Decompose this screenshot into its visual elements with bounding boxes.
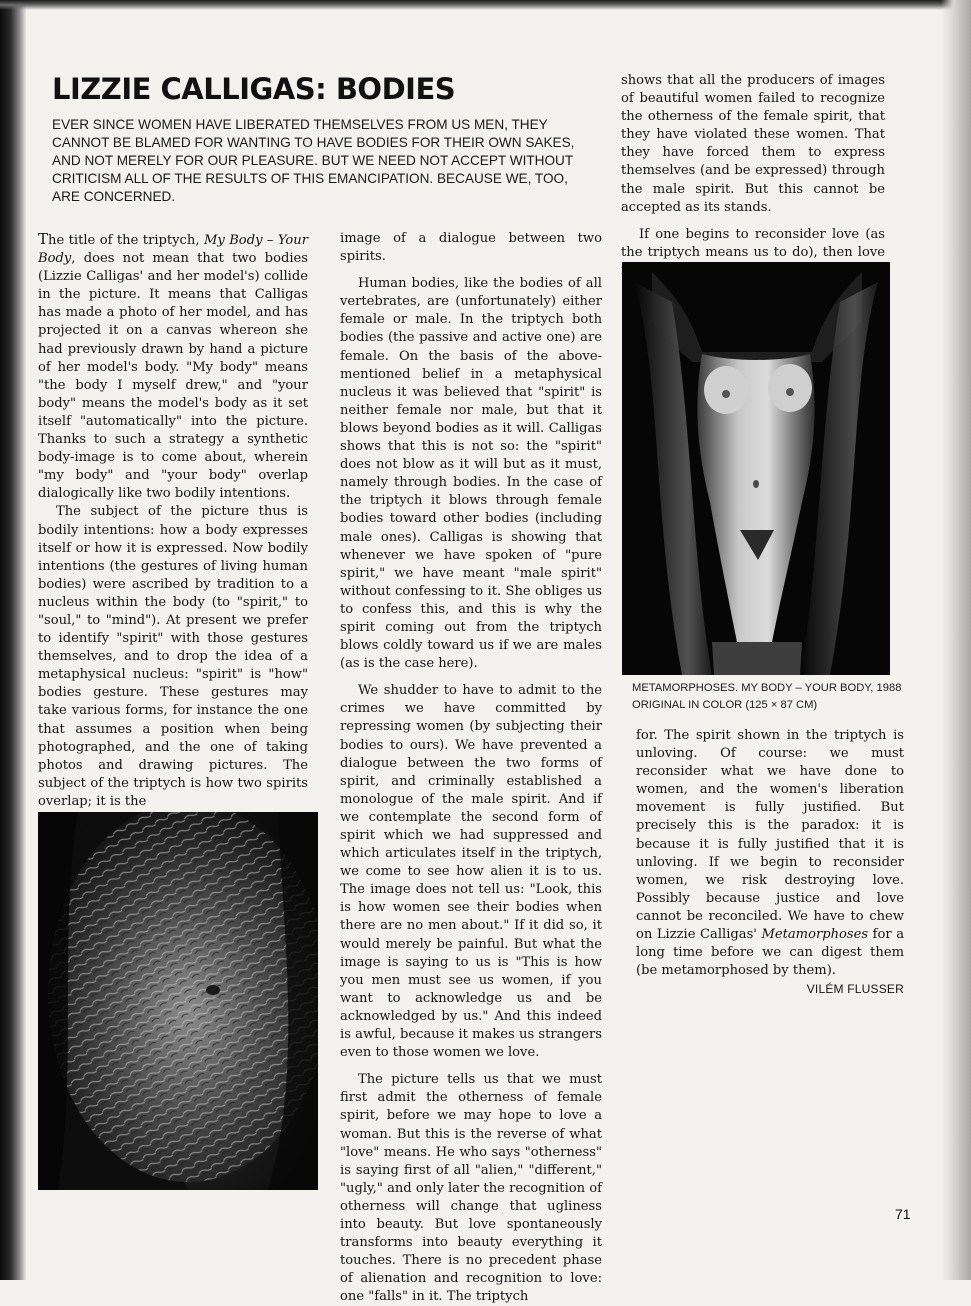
scan-shadow-left [0,0,26,1280]
col1-paragraph-2: The subject of the picture thus is bodily intentions: how a body expresses itself or how it is expressed. Now bodily intentions (the gestures of living human bodies) were ascribed by tradition to a nucleus within the body (to "spirit," to "soul," to "mind"). At present we prefer to identify "spirit" with those gestures themselves, and to drop the idea of a metaphysical nucleus: "spirit" is "how" bodies gesture. These gestures may take various forms, for instance the one that assumes a position when being photographed, and the one of taking photos and drawing pictures. The subject of the triptych is how two spirits overlap; it is the [38,504,308,809]
col2-paragraph-0: image of a dialogue between two spirits. [340,231,602,265]
col2-paragraph-3: The picture tells us that we must first admit the otherness of female spirit, before we may hope to love a woman. But this is the reverse of what "love" means. He who says "otherness" is saying first of all "alien," "different," "ugly," and only later the recognition of otherness will change that ugliness into beauty. But love spontaneously transforms into beauty everything it touches. There is no precedent phase of alienation and recognition to love: one "falls" in it. The triptych [340,1072,602,1305]
column-2 [340,230,602,1306]
caption-line-2: ORIGINAL IN COLOR (125 × 87 CM) [632,699,818,711]
textured-torso-image [38,812,318,1190]
photo-textured-torso [38,812,318,1190]
metamorphoses-italic: Metamorphoses [761,927,869,943]
page-number: 71 [895,1206,911,1222]
metamorphoses-image [622,262,890,675]
col1-p1-lead: he title of the triptych, [48,233,204,248]
scan-shadow-right [941,0,971,1280]
article-lede: EVER SINCE WOMEN HAVE LIBERATED THEMSELVES FROM US MEN, THEY CANNOT BE BLAMED FOR WANTING TO HAVE BODIES FOR THEIR OWN SAKES, AND NOT MERELY FOR OUR PLEASURE. BUT WE NEED NOT ACCEPT WITHOUT CRITICISM ALL OF THE RESULTS OF THIS EMANCIPATION. BECAUSE WE, TOO, ARE CONCERNED. [52,117,575,204]
article-title: LIZZIE CALLIGAS: BODIES [52,72,456,106]
col1-paragraph-1 [38,230,308,503]
photo-metamorphoses [622,262,890,675]
col3-p2-lead: for. The spirit shown in the triptych is unloving. Of course: we must reconsider what we have done to women, and the women's liberation movement is fully justified. But precisely this is the paradox: it is because it is fully justified that it is unloving. If we begin to reconsider women, we risk destroying love. Possibly because justice and love cannot be reconciled. We have to chew on Lizzie Calligas' [636,728,904,943]
col1-p1-rest: , does not mean that two bodies (Lizzie Calligas' and her model's) collide in the picture. It means that Calligas has made a photo of her model, and has projected it on a canvas whereon she had previously drawn by hand a picture of her model's body. "My body" means "the body I myself drew," and "your body" means the model's body as it set itself "automatically" into the picture. Thanks to such a strategy a synthetic body-image is to come about, wherein "my body" and "your body" overlap dialogically like two bodily intentions. [38,251,308,502]
col3-p2-rest: for a long time before we can digest them (be metamorphosed by them). [636,927,904,979]
column-3-top [621,72,885,280]
col3-paragraph-1: If one begins to reconsider love (as the triptych means us to do), then love [621,226,885,260]
image-caption [632,680,922,714]
scan-shadow-top [0,0,971,10]
col3-paragraph-2 [636,727,904,997]
column-3-bottom [636,727,904,998]
col2-paragraph-2: We shudder to have to admit to the crimes we have committed by repressing women (by subjecting their bodies to ours). We have prevented a dialogue between the two forms of spirit, and criminally established a monologue of the male spirit. And if we contemplate the second form of spirit which we had suppressed and which articulates itself in the triptych, we come to see how alien it is to us. The image does not tell us: "Look, this is how women see their bodies when there are no men about." If it did so, it would merely be painful. But what the image is saying to us is "This is how you men must see us women, if you want to acknowledge us and be acknowledged by us." And this indeed is awful, because it makes us strangers even to those women we love. [340,683,602,1061]
caption-line-1: METAMORPHOSES. MY BODY – YOUR BODY, 1988 [632,682,902,694]
author-signature: VILÉM FLUSSER [806,982,904,997]
col3-paragraph-0: shows that all the producers of images of beautiful women failed to recognize the otherness of the female spirit, that they have violated these women. That they have forced them to express themselves (and be expressed) through the male spirit. But this cannot be accepted as its stands. [621,73,885,215]
work-title-italic: My Body – Your Body [38,233,308,267]
drop-cap: T [38,230,49,248]
col2-paragraph-1: Human bodies, like the bodies of all vertebrates, are (unfortunately) either female or male. In the triptych both bodies (the passive and active one) are female. On the basis of the above-mentioned belief in a metaphysical nucleus it was believed that "spirit" is neither female nor male, but that it blows beyond bodies as it will. Calligas shows that this is not so: the "spirit" does not blow as it will but as it must, namely through bodies. In the case of the triptych it blows through female bodies toward other bodies (including male ones). Calligas is showing that whenever we have spoken of "pure spirit," we have meant "male spirit" without confessing to it. She obliges us to confess this, and this is why the spirit coming out from the triptych blows coldly toward us if we are males (as is the case here). [340,276,602,672]
column-1 [38,230,308,811]
